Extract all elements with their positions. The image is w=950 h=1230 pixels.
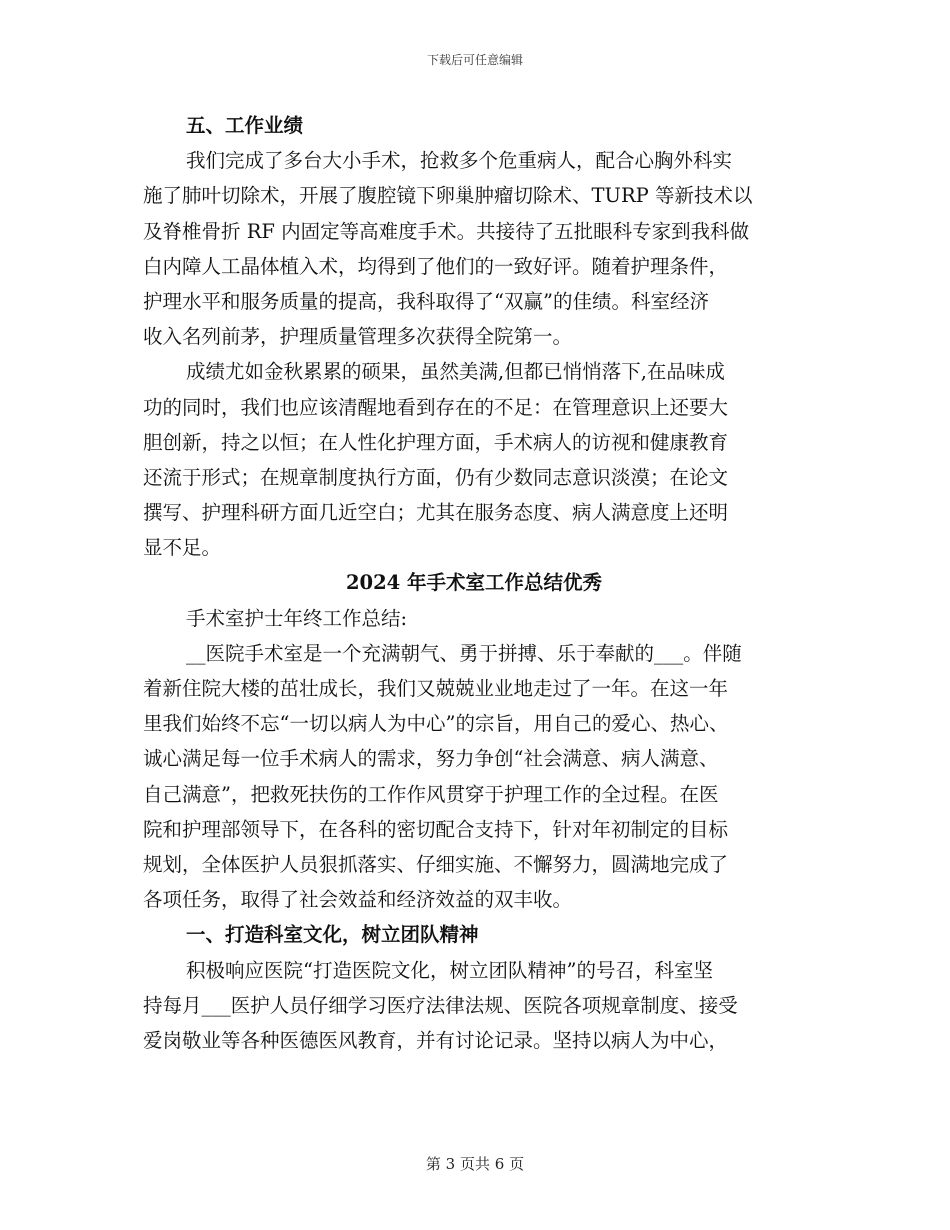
document-title: 2024 年手术室工作总结优秀 <box>345 571 603 595</box>
paragraph-line: 诚心满足每一位手术病人的需求，努力争创“社会满意、病人满意、 <box>143 747 719 771</box>
section-heading-culture: 一、打造科室文化，树立团队精神 <box>186 923 479 947</box>
paragraph-line: 护理水平和服务质量的提高，我科取得了“双赢”的佳绩。科室经济 <box>143 289 709 313</box>
page-header: 下载后可任意编辑 <box>426 53 523 67</box>
paragraph-line: 成绩尤如金秋累累的硕果，虽然美满,但都已悄悄落下,在品味成 <box>186 360 725 384</box>
paragraph-line: 院和护理部领导下，在各科的密切配合支持下，针对年初制定的目标 <box>143 817 729 841</box>
paragraph-line: 功的同时，我们也应该清醒地看到存在的不足：在管理意识上还要大 <box>143 395 729 419</box>
subtitle-line: 手术室护士年终工作总结: <box>186 606 408 630</box>
paragraph-line: 各项任务，取得了社会效益和经济效益的双丰收。 <box>143 888 573 912</box>
paragraph-line: 胆创新，持之以恒；在人性化护理方面，手术病人的访视和健康教育 <box>143 430 729 454</box>
paragraph-line: 自己满意”，把救死扶伤的工作作风贯穿于护理工作的全过程。在医 <box>143 782 719 806</box>
paragraph-line: 积极响应医院“打造医院文化，树立团队精神”的号召，科室坚 <box>186 958 713 982</box>
paragraph-line: 着新住院大楼的茁壮成长，我们又兢兢业业地走过了一年。在这一年 <box>143 677 729 700</box>
page-footer: 第 3 页共 6 页 <box>425 1155 525 1173</box>
paragraph-line: 白内障人工晶体植入术，均得到了他们的一致好评。随着护理条件， <box>143 254 729 278</box>
paragraph-line: 规划，全体医护人员狠抓落实、仔细实施、不懈努力，圆满地完成了 <box>143 852 729 876</box>
paragraph-line: 收入名列前茅，护理质量管理多次获得全院第一。 <box>143 325 573 349</box>
section-heading-work-results: 五、工作业绩 <box>186 114 304 137</box>
paragraph-line: 持每月___医护人员仔细学习医疗法律法规、医院各项规章制度、接受 <box>143 993 738 1017</box>
document-body <box>143 108 805 1058</box>
paragraph-line: __医院手术室是一个充满朝气、勇于拼搏、乐于奉献的___。伴随 <box>186 641 742 665</box>
paragraph-line: 显不足。 <box>143 536 222 560</box>
paragraph-line: 施了肺叶切除术，开展了腹腔镜下卵巢肿瘤切除术、TURP 等新技术以 <box>143 184 753 208</box>
paragraph-line: 还流于形式；在规章制度执行方面，仍有少数同志意识淡漠；在论文 <box>143 465 729 489</box>
paragraph-line: 爱岗敬业等各种医德医风教育，并有讨论记录。坚持以病人为中心， <box>143 1028 729 1052</box>
paragraph-line: 撰写、护理科研方面几近空白；尤其在服务态度、病人满意度上还明 <box>143 501 729 525</box>
paragraph-line: 里我们始终不忘“一切以病人为中心”的宗旨，用自己的爱心、热心、 <box>143 712 729 736</box>
paragraph-line: 及脊椎骨折 RF 内固定等高难度手术。共接待了五批眼科专家到我科做 <box>143 219 750 243</box>
paragraph-line: 我们完成了多台大小手术，抢救多个危重病人，配合心胸外科实 <box>186 149 733 173</box>
